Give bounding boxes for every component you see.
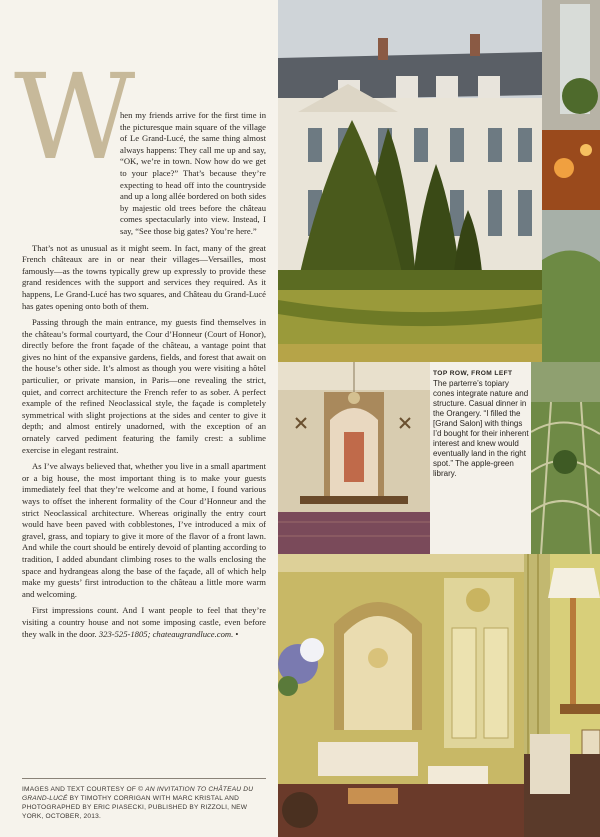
paragraph	[22, 605, 266, 640]
paragraph: As I’ve always believed that, whether you live in a small apartment or a big house, the most important thing is to make your guests immediately feel that they’re welcome and at home, I found various ways to offset the inherent formality of the Cour d’Honneur and the strict Neoclassical architecture. Whereas originally the entry court would have been paved with cobblestones, I’ve introduced a mix of gravel, grass, and topiary to give it more of the flavor of a front lawn. And while the court should be entirely devoid of planting according to tradition, I added abundant climbing roses to the walls enclosing the space and hydrangeas along the base of the façade, all of which help make my guests’ first introduction to the château a little more warm and welcoming.	[22, 461, 266, 599]
photo-chateau-topiary	[278, 0, 542, 362]
article-body	[22, 110, 266, 640]
caption-text: The parterre’s topiary cones integrate nature and structure. Casual dinner in the Orangery. “I filled the [Grand Salon] with things I’d bought for their inherent interest and knew would eventually land in the right spot.” The apple-green library.	[433, 379, 529, 478]
credit-line-1: IMAGES AND TEXT COURTESY OF ©	[22, 786, 146, 793]
credit-book-title: AN INVITATION TO CHÂTEAU DU GRAND-LUCÉ	[22, 786, 254, 802]
photo-parterre-garden	[531, 362, 600, 554]
paragraph-text: First impressions count. And I want people to feel that they’re visiting a country house and not some imposing castle, even before they walk in the door.	[22, 605, 266, 639]
article-column	[0, 0, 278, 837]
drop-cap: W	[14, 48, 128, 186]
credit-line-2: BY TIMOTHY CORRIGAN WITH MARC KRISTAL AND PHOTOGRAPHED BY ERIC PIASECKI, PUBLISHED BY RIZZOLI, NEW YORK, OCTOBER, 2013.	[22, 795, 248, 820]
paragraph: That’s not as unusual as it might seem. In fact, many of the great French châteaux are in or near their villages—Versailles, most famously—as the towns typically grew up expressly to provide these grand residences with the support and services they required. As it happens, Le Grand-Lucé has two squares, and Château du Grand-Lucé has gates opening onto both of them.	[22, 242, 266, 311]
paragraph: Passing through the main entrance, my guests find themselves in the château’s formal courtyard, the Cour d’Honneur (Court of Honor), directly before the front façade of the château, a vantage point that gives no hint of the expansive gardens, fields, and forest that await on the house’s other side. It’s almost as though you were visiting a hôtel particulier, or private mansion, in Paris—one revealing the strict, quiet, and correct architecture the French refer to as sober. A perfect example of the refined Neoclassical style, the façade is completely symmetrical with slight projections at the sides and center to give it depth; and almost entirely unadorned, with the exception of an ornately carved pediment featuring the family crest: a sublime exercise in elegant restraint.	[22, 317, 266, 455]
image-credit	[22, 778, 266, 821]
paragraph: hen my friends arrive for the first time in the picturesque main square of the village of Le Grand-Lucé, the same thing almost always happens: They call me up and say, “OK, we’re in town. Now how do we get to your place?” That’s because they’re expecting to head off into the countryside and up a long allée bordered on both sides by majestic old trees before the château comes spectacularly into view. Instead, I say, “See those big gates? You’re here.”	[120, 110, 266, 236]
caption-label: TOP ROW, FROM LEFT	[433, 370, 513, 377]
photo-orangery-exterior	[542, 0, 600, 362]
photo-grand-salon	[278, 554, 524, 837]
photo-caption	[433, 370, 531, 479]
end-mark: •	[235, 628, 239, 639]
photo-library	[524, 554, 600, 837]
contact-info: 323-525-1805; chateaugrandluce.com.	[98, 628, 234, 639]
photo-orangery-dinner	[278, 362, 430, 554]
